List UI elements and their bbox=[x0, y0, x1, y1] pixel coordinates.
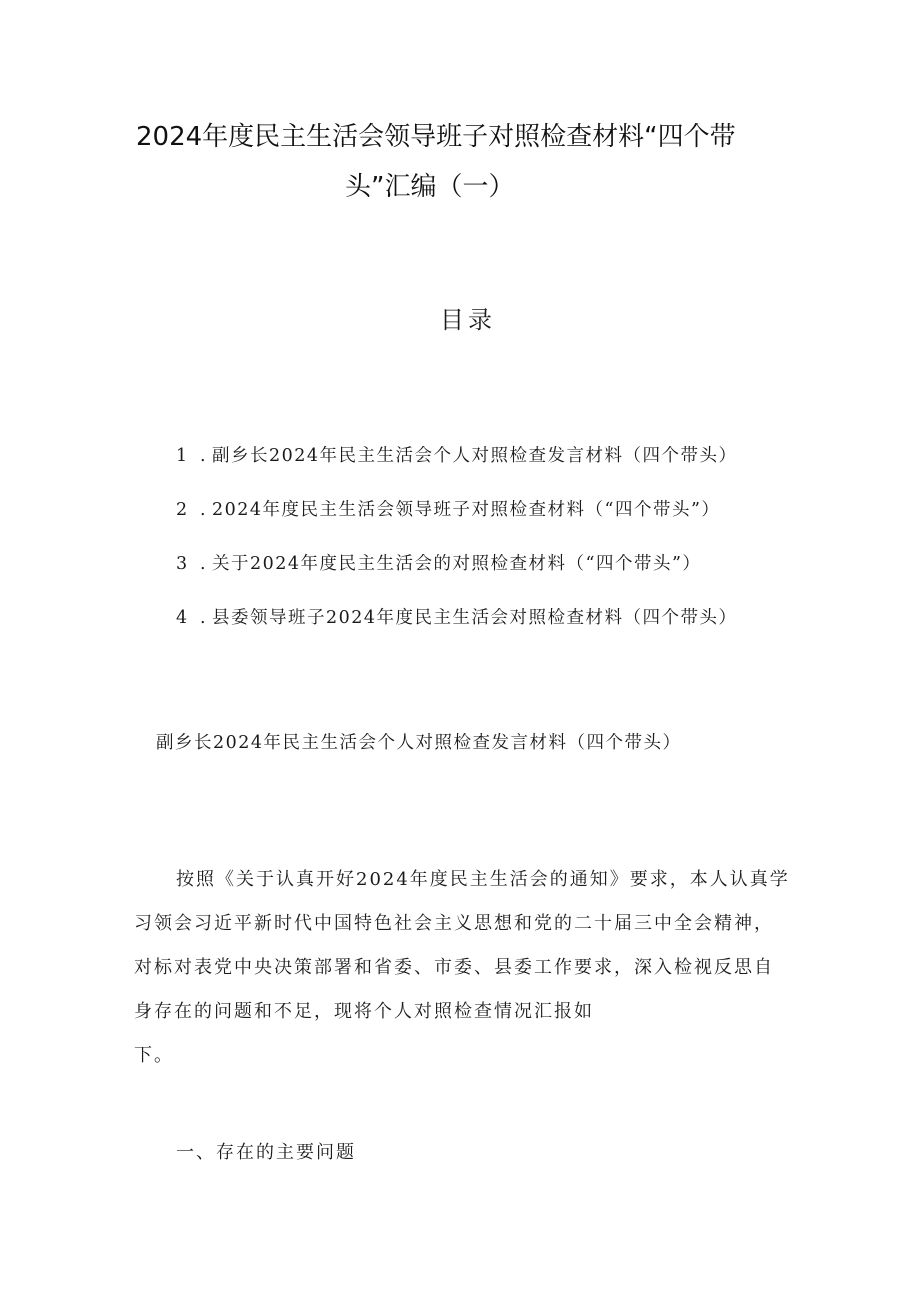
body-paragraph bbox=[134, 866, 794, 1086]
toc-heading: 目录 bbox=[440, 306, 496, 334]
section-heading: 一、存在的主要问题 bbox=[176, 1142, 356, 1163]
document-title-line-2: 头”汇编（一） bbox=[345, 172, 515, 202]
body-line: 对标对表党中央决策部署和省委、市委、县委工作要求，深入检视反思自 bbox=[134, 957, 774, 978]
toc-item-text: 县委领导班子2024年度民主生活会对照检查材料（四个带头） bbox=[212, 608, 738, 628]
toc-item: 1 . 副乡长2024年民主生活会个人对照检查发言材料（四个带头） bbox=[176, 446, 738, 466]
body-line: 习领会习近平新时代中国特色社会主义思想和党的二十届三中全会精神， bbox=[134, 913, 774, 934]
toc-item: 4 . 县委领导班子2024年度民主生活会对照检查材料（四个带头） bbox=[176, 608, 738, 628]
toc-item-number: 4 bbox=[176, 608, 189, 628]
body-line: 身存在的问题和不足，现将个人对照检查情况汇报如 bbox=[134, 1001, 594, 1022]
toc-item-text: 关于2024年度民主生活会的对照检查材料（“四个带头”） bbox=[212, 554, 702, 574]
toc-item-number: 2 bbox=[176, 500, 189, 520]
table-of-contents bbox=[176, 444, 738, 660]
toc-item: 3 . 关于2024年度民主生活会的对照检查材料（“四个带头”） bbox=[176, 554, 702, 574]
body-line: 按照《关于认真开好2024年度民主生活会的通知》要求，本人认真学 bbox=[176, 869, 790, 890]
toc-item-number: 1 bbox=[176, 446, 189, 466]
toc-item: 2 . 2024年度民主生活会领导班子对照检查材料（“四个带头”） bbox=[176, 500, 721, 520]
toc-item-text: 副乡长2024年民主生活会个人对照检查发言材料（四个带头） bbox=[212, 446, 738, 466]
section-title: 副乡长2024年民主生活会个人对照检查发言材料（四个带头） bbox=[156, 733, 682, 753]
toc-item-text: 2024年度民主生活会领导班子对照检查材料（“四个带头”） bbox=[212, 500, 721, 520]
toc-item-number: 3 bbox=[176, 554, 189, 574]
document-title-line-1: 2024年度民主生活会领导班子对照检查材料“四个带 bbox=[136, 122, 736, 152]
body-line: 下。 bbox=[134, 1045, 174, 1066]
